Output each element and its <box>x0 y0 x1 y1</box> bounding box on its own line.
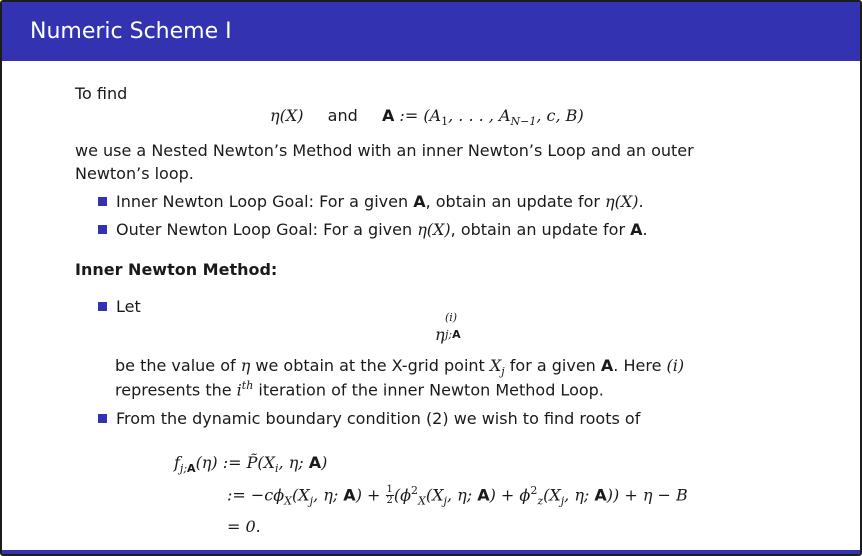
eq2-a1end: ) + ϕ <box>489 485 531 505</box>
bullet-square-icon <box>98 302 107 311</box>
bullet-let <box>98 297 141 316</box>
A-sub-1: 1 <box>441 115 449 129</box>
eq2-a2: (X <box>543 485 561 505</box>
value2-th: th <box>241 379 254 392</box>
eq2-sub: X <box>284 494 292 508</box>
intro-text: To find <box>75 84 128 103</box>
value-X: X <box>489 356 502 375</box>
bullet-square-icon <box>98 414 107 423</box>
eq2-sub2: z <box>537 494 544 508</box>
eta-symbol: η <box>435 325 445 344</box>
bullet1-math: η(X). <box>605 192 644 211</box>
eq2-arg: (X <box>292 485 310 505</box>
value2-text-2: iteration of the inner Newton Method Loop. <box>253 380 604 400</box>
bullet2-bold-A: A <box>630 220 643 239</box>
eq2-bold-A: A <box>343 485 356 505</box>
value-text-3: for a given <box>504 356 601 375</box>
bullet-square-icon <box>98 197 107 206</box>
eq1-text: := P̃(X <box>217 453 276 472</box>
bullet1-bold-A: A <box>413 192 426 211</box>
bullet2-math: η(X) <box>417 220 451 239</box>
eta-subscript-bold: A <box>452 328 461 341</box>
value-text-2: we obtain at the X-grid point <box>250 356 490 375</box>
A-definition-end: , c, B) <box>536 106 584 125</box>
eq1-sub: i <box>275 462 279 476</box>
frac-num: 1 <box>386 484 393 496</box>
value-line-2 <box>115 379 604 399</box>
value-i: (i) <box>666 356 685 375</box>
and-word: and <box>327 106 358 125</box>
bullet-outer-goal <box>98 220 648 239</box>
display-equation-eta-A <box>270 106 584 128</box>
bullet-square-icon <box>98 225 107 234</box>
value-line-1 <box>115 356 684 378</box>
bullet2-end: . <box>642 220 648 239</box>
eta-superscript: (i) <box>445 311 458 324</box>
A-sub-N: N−1 <box>510 115 537 129</box>
eq2-a1: (X <box>425 485 444 505</box>
frac-den: 2 <box>386 495 393 507</box>
equation-line-1 <box>174 453 327 475</box>
value2-i: i <box>236 380 242 400</box>
eq2-argsub: j <box>309 494 314 508</box>
value-bold-A: A <box>600 356 614 375</box>
bullet-boundary <box>98 409 640 428</box>
eq-f-sub: j; <box>179 462 188 476</box>
equation-line-2 <box>227 484 688 508</box>
bullet3-text: From the dynamic boundary condition (2) we wish to find roots of <box>116 409 641 428</box>
eq-f-arg: (η) <box>195 453 218 472</box>
eq-f-sub-bold: A <box>187 462 196 476</box>
slide-content <box>2 61 860 550</box>
eq2-sup1: 2 <box>411 484 419 497</box>
let-label: Let <box>116 297 141 316</box>
bullet2-text: Outer Newton Loop Goal: For a given <box>116 220 418 239</box>
half-fraction <box>386 485 394 506</box>
A-definition-part: := (A <box>394 106 442 125</box>
eq2-a2sub: j <box>560 494 565 508</box>
value-text-1: be the value of <box>115 356 241 375</box>
bullet1-text-post: , obtain an update for <box>425 192 606 211</box>
bottom-bar <box>2 550 860 554</box>
bullet-inner-goal <box>98 192 644 211</box>
title-bar <box>2 2 860 61</box>
paragraph-line-2: Newton’s loop. <box>75 164 194 183</box>
eq2-sup2: 2 <box>530 484 538 497</box>
eq2-mid: , η; <box>313 485 344 505</box>
eq1-bold-A: A <box>308 453 322 472</box>
value-eta: η <box>240 356 251 375</box>
eq2-a1mid: , η; <box>446 485 478 505</box>
slide-title: Numeric Scheme I <box>30 19 232 44</box>
equation-line-3: = 0. <box>227 517 261 536</box>
eq2-a2mid: , η; <box>564 485 595 505</box>
eq-f: f <box>174 453 180 472</box>
A-vector: A <box>381 106 395 125</box>
eq2-tail: )) + η − B <box>606 485 688 505</box>
value-X-sub: j <box>501 365 505 379</box>
value-text-4: . Here <box>613 356 667 375</box>
A-definition-mid: , . . . , A <box>448 106 511 125</box>
eq2-paren: (ϕ <box>393 485 412 505</box>
eq1-end: , η; <box>278 453 309 472</box>
eq2-a1bold: A <box>477 485 490 505</box>
eta-ji-A-symbol <box>435 311 475 345</box>
eq2-a1sub: j <box>443 494 447 508</box>
eta-of-X: η(X) <box>270 106 304 125</box>
value2-text-1: represents the <box>115 380 237 400</box>
paragraph-line-1: we use a Nested Newton’s Method with an inner Newton’s Loop and an outer <box>75 141 694 160</box>
eq1-close: ) <box>321 453 328 472</box>
bullet2-text-post: , obtain an update for <box>450 220 631 239</box>
eq2-plus: ) + <box>355 485 386 505</box>
eta-subscript: j; <box>445 328 453 341</box>
bullet1-text: Inner Newton Loop Goal: For a given <box>116 192 414 211</box>
section-heading: Inner Newton Method: <box>75 260 278 279</box>
eq2-a2bold: A <box>594 485 607 505</box>
eq2-start: := −cϕ <box>227 485 285 505</box>
eq2-sub1: X <box>418 494 426 508</box>
